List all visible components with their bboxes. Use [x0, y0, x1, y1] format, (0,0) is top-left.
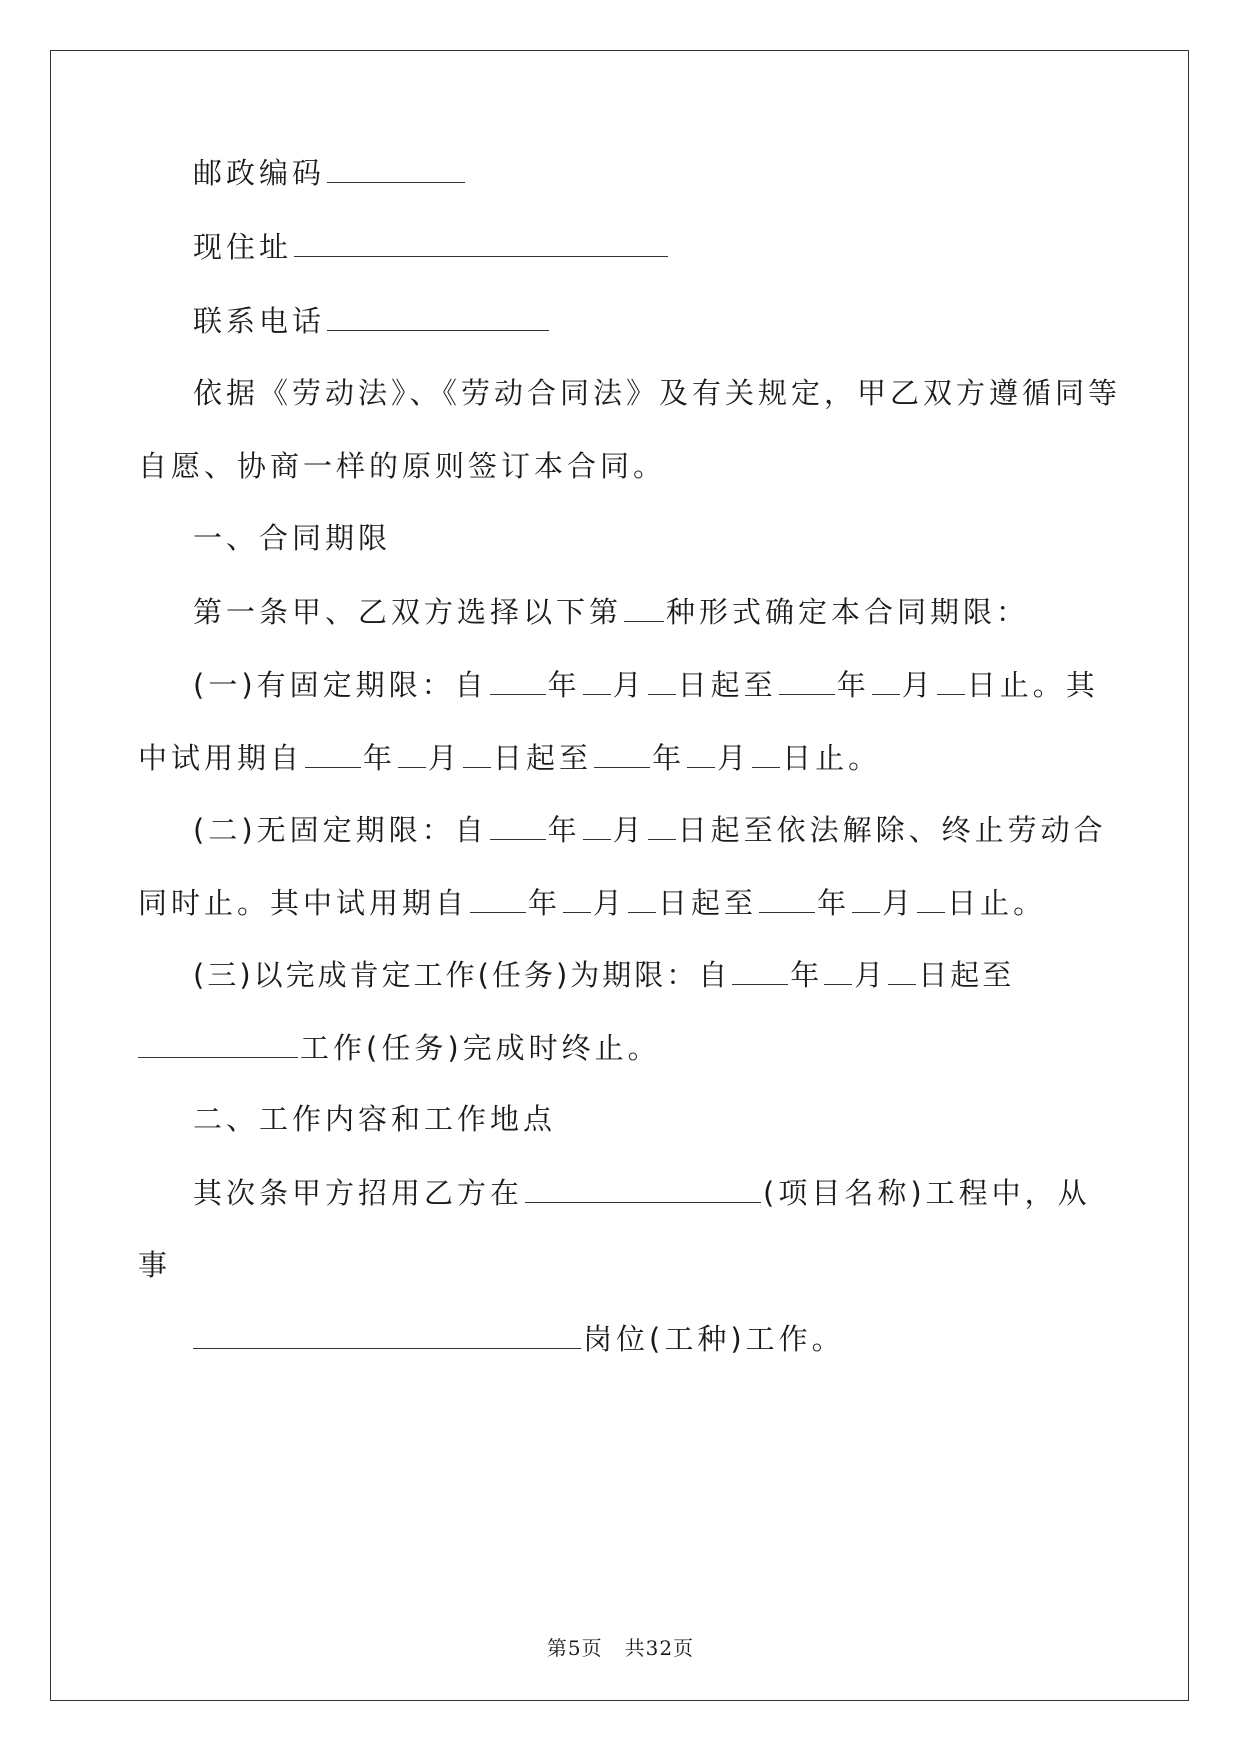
project-name-blank — [525, 1172, 761, 1203]
address-line: 现住址 — [193, 226, 670, 267]
article2-line: 其次条甲方招用乙方在 (项目名称)工程中，从 — [193, 1172, 1091, 1213]
fixed-term-probation-line: 中试用期自 年 月 日起至 年 月 日止。 — [138, 737, 881, 778]
intro-line-2: 自愿、协商一样的原则签订本合同。 — [138, 449, 667, 483]
article2-line-2: 事 — [138, 1248, 172, 1282]
section2-heading: 二、工作内容和工作地点 — [193, 1102, 557, 1136]
open-term-line: (二)无固定期限：自 年 月 日起至依法解除、终止劳动合 — [193, 809, 1107, 850]
phone-blank — [327, 300, 549, 331]
task-term-line: (三)以完成肯定工作(任务)为期限：自 年 月 日起至 — [193, 954, 1014, 995]
page-number: 第5页 — [546, 1636, 603, 1660]
article1-line: 第一条甲、乙双方选择以下第 种形式确定本合同期限： — [193, 591, 1029, 632]
task-blank — [138, 1027, 298, 1058]
fixed-term-line: (一)有固定期限：自 年 月 日起至 年 月 日止。其 — [193, 664, 1099, 705]
open-term-probation-line: 同时止。其中试用期自 年 月 日起至 年 月 日止。 — [138, 882, 1046, 923]
section1-heading: 一、合同期限 — [193, 521, 392, 555]
postal-code-blank — [327, 152, 465, 183]
position-blank — [193, 1318, 581, 1349]
total-pages: 共32页 — [624, 1636, 695, 1660]
intro-line-1: 依据《劳动法》、《劳动合同法》及有关规定，甲乙双方遵循同等 — [193, 376, 1122, 410]
article2-line-3: 岗位(工种)工作。 — [193, 1318, 845, 1359]
postal-code-line: 邮政编码 — [193, 152, 467, 193]
page-border — [50, 50, 1189, 1701]
option-blank — [624, 591, 664, 622]
task-term-line-2: 工作(任务)完成时终止。 — [138, 1027, 661, 1068]
page-footer — [0, 1632, 1241, 1661]
phone-line: 联系电话 — [193, 300, 551, 341]
address-blank — [294, 226, 668, 257]
